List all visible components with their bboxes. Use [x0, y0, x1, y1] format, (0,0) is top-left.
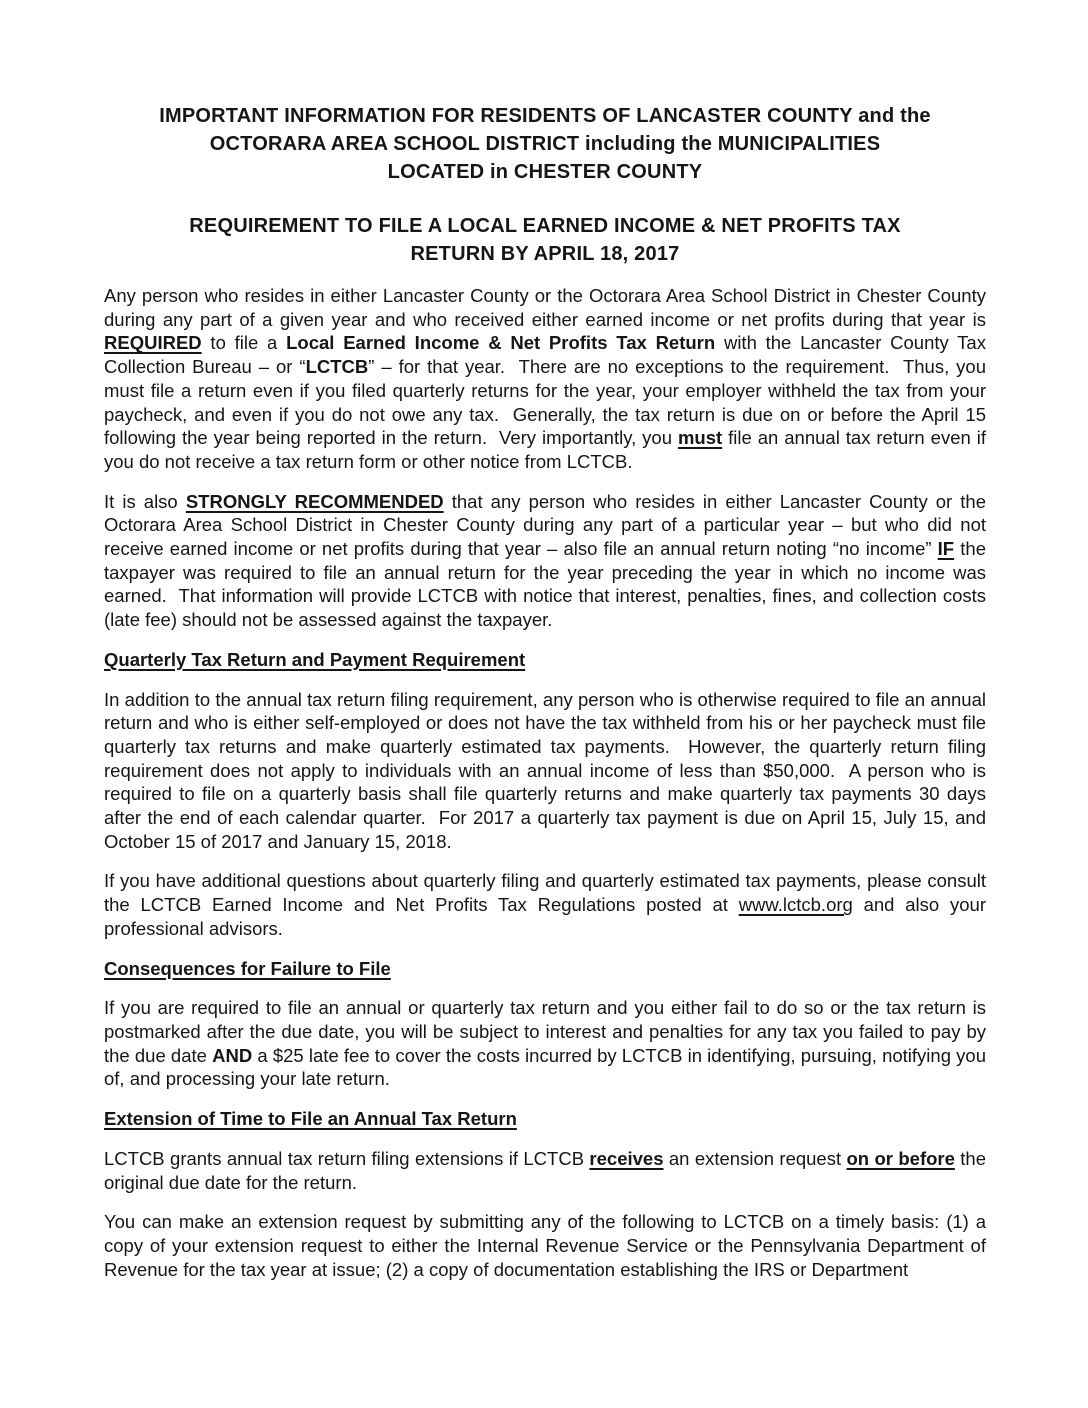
text-run: If you are required to file an annual or quarterly tax return and you either fail to do so or the tax return is postmarked after the due date, you will be subject to interest and penalties for any tax you failed to pay by the due date	[104, 997, 992, 1066]
text-run: an extension request	[663, 1147, 847, 1169]
text-run: on or before	[846, 1147, 955, 1169]
text-run: In addition to the annual tax return filing requirement, any person who is otherwise required to file an annual return and who is either self-employed or does not have the tax withheld from his or her paycheck must file quarterly tax returns and make quarterly estimated tax payments. However, the quarterly return filing requirement does not apply to individuals with an annual income of less than $50,000. A person who is required to file on a quarterly basis shall file quarterly returns and make quarterly tax payments 30 days after the end of each calendar quarter. For 2017 a quarterly tax payment is due on April 15, July 15, and October 15 of 2017 and January 15, 2018.	[104, 688, 992, 852]
text-run: AND	[212, 1044, 253, 1066]
heading-extension-of-time: Extension of Time to File an Annual Tax Return	[104, 1108, 517, 1130]
text-run: the original due date for the return.	[104, 1147, 992, 1193]
title-line-3: LOCATED in CHESTER COUNTY	[387, 161, 703, 183]
paragraph-failure-consequences	[104, 996, 992, 1091]
link-lctcb-website[interactable]: www.lctcb.org	[738, 894, 853, 916]
text-run: ” – for that year. There are no exceptions to the requirement. Thus, you must file a return even if you filed quarterly returns for the year, your employer withheld the tax from your paycheck, and even if you do not owe any tax. Generally, the tax return is due on or before the April 15 following the year being reported in the return. Very importantly, you	[104, 356, 992, 449]
document-title	[104, 102, 986, 186]
text-run: You can make an extension request by submitting any of the following to LCTCB on a timely basis: (1) a copy of your extension request to either the Internal Revenue Service or the Pennsylvania Department of Revenue for the tax year at issue; (2) a copy of documentation establishing the IRS or Department	[104, 1211, 992, 1280]
heading-failure-to-file: Consequences for Failure to File	[104, 957, 391, 979]
text-run: If you have additional questions about quarterly filing and quarterly estimated tax payments, please consult the LCTCB Earned Income and Net Profits Tax Regulations posted at	[104, 870, 992, 916]
text-run: the taxpayer was required to file an annual return for the year preceding the year in which no income was earned. That information will provide LCTCB with notice that interest, penalties, fines, and collection costs (late fee) should not be assessed against the taxpayer.	[104, 538, 992, 631]
text-run: must	[677, 427, 723, 449]
paragraph-additional-questions	[104, 869, 992, 940]
paragraph-extension-grant	[104, 1147, 992, 1194]
text-run: with the Lancaster County Tax Collection Bureau – or “	[104, 332, 992, 378]
text-run: Local Earned Income & Net Profits Tax Return	[286, 332, 716, 354]
title-line-1: IMPORTANT INFORMATION FOR RESIDENTS OF LANCASTER COUNTY and the	[159, 105, 931, 127]
document-body	[104, 284, 992, 1281]
text-run: It is also	[104, 490, 186, 512]
text-run: LCTCB grants annual tax return filing extensions if LCTCB	[104, 1147, 590, 1169]
text-run: receives	[589, 1147, 664, 1169]
text-run: LCTCB	[305, 356, 369, 378]
text-run: that any person who resides in either Lancaster County or the Octorara Area School District in Chester County during any part of a particular year – but who did not receive earned income or net profits during that year – also file an annual return noting “no income”	[104, 490, 992, 560]
subtitle-line-2: RETURN BY APRIL 18, 2017	[410, 243, 680, 265]
text-run: REQUIRED	[104, 332, 202, 354]
paragraph-quarterly-requirement	[104, 688, 992, 854]
heading-quarterly-requirement: Quarterly Tax Return and Payment Requirement	[104, 648, 526, 670]
text-run: file an annual tax return even if you do not receive a tax return form or other notice from LCTCB.	[104, 427, 992, 472]
text-run: STRONGLY RECOMMENDED	[185, 490, 444, 512]
text-run: IF	[937, 538, 955, 560]
document-subtitle	[104, 212, 986, 268]
paragraph-filing-requirement	[104, 284, 992, 474]
paragraph-extension-how-to-request	[104, 1210, 992, 1281]
text-run: Any person who resides in either Lancaster County or the Octorara Area School District in Chester County during any part of a given year and who received either earned income or net profits during that year is	[104, 285, 992, 330]
text-run: to file a	[201, 332, 287, 354]
text-run: a $25 late fee to cover the costs incurred by LCTCB in identifying, pursuing, notifying you of, and processing your late return.	[104, 1044, 992, 1090]
subtitle-line-1: REQUIREMENT TO FILE A LOCAL EARNED INCOME & NET PROFITS TAX	[189, 215, 901, 237]
paragraph-no-income-recommendation	[104, 490, 992, 632]
title-line-2: OCTORARA AREA SCHOOL DISTRICT including the MUNICIPALITIES	[209, 133, 881, 155]
document-header	[104, 102, 986, 268]
text-run: and also your professional advisors.	[104, 894, 992, 939]
